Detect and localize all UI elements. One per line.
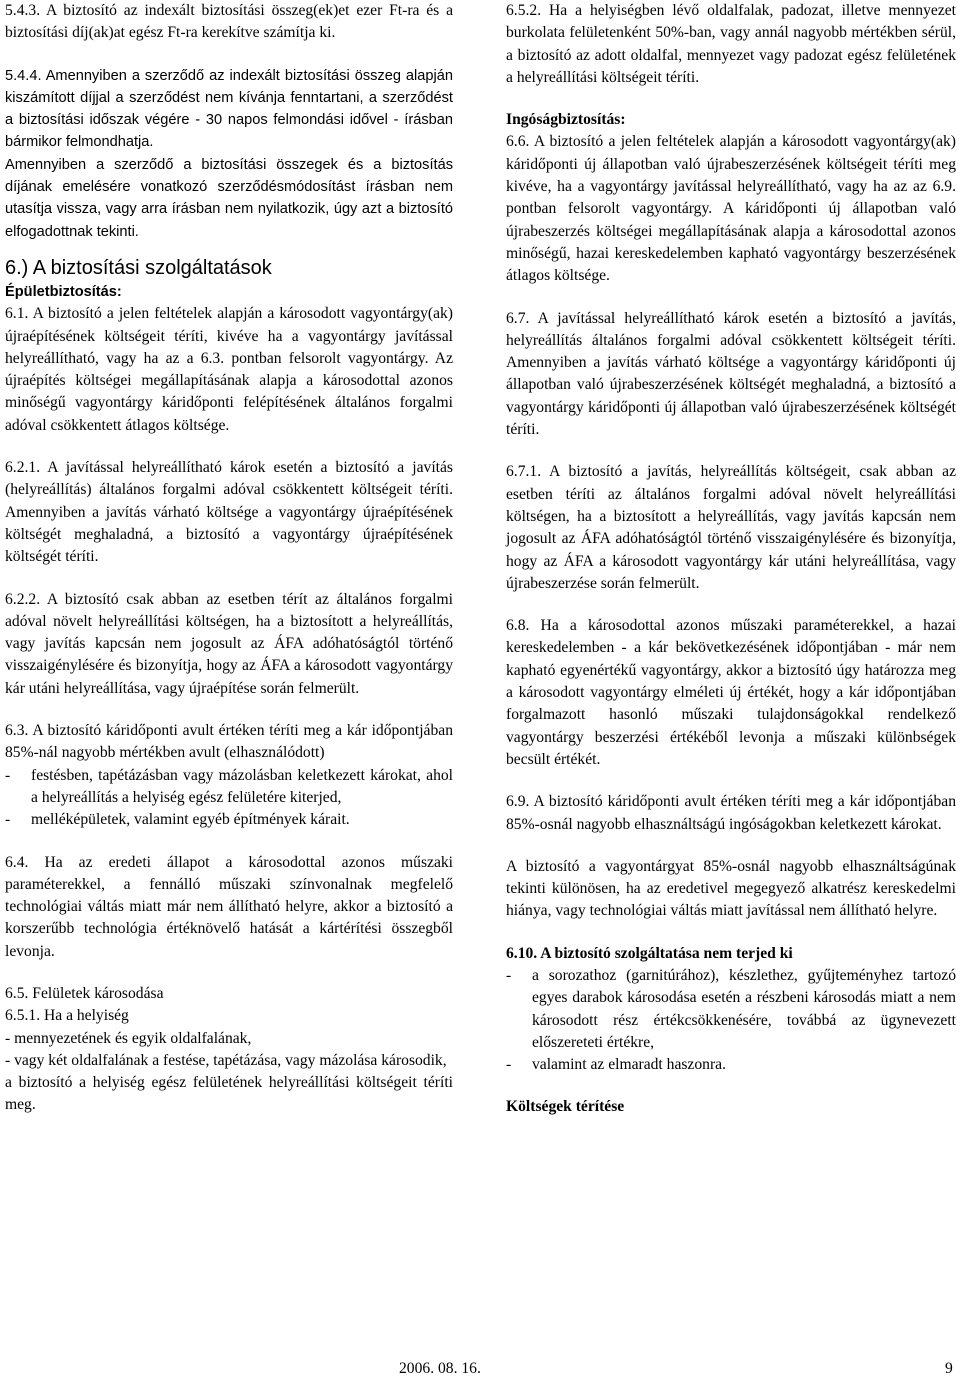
list-item <box>506 1054 956 1076</box>
subheading-koltsegek-teritese: Költségek térítése <box>506 1098 625 1116</box>
paragraph-6-5-1: 6.5.1. Ha a helyiség <box>5 1007 129 1025</box>
list-item-text: festésben, tapétázásban vagy mázolásban keletkezett károkat, ahol a helyreállítás a helyiség egész felületére kiterjed, <box>31 766 453 806</box>
paragraph-6-8: 6.8. Ha a károsodottal azonos műszaki paraméterekkel, a hazai kereskedelemben - a kár bekövetkezésének időpontjában - már nem kapható egyenértékű vagyontárgy, akkor a biztosító úgy határozza meg a károsodott vagyontárgy elméleti új értékét, hogy a kár időpontjában forgalmazott hasonló műszaki tulajdonságokkal rendelkező vagyontárgy beszerzési értékéből levonja a műszaki különbségek becsült értékét. <box>506 617 956 768</box>
list-item-text: valamint az elmaradt haszonra. <box>532 1056 726 1074</box>
subheading-ingosagbiztositas: Ingóságbiztosítás: <box>506 111 626 129</box>
list-item-text: melléképületek, valamint egyéb építmények kárait. <box>31 811 350 829</box>
section-title: 6.) A biztosítási szolgáltatások <box>5 256 272 279</box>
subheading-6-10: 6.10. A biztosító szolgáltatása nem terjed ki <box>506 944 793 962</box>
paragraph-5-4-4-cont: Amennyiben a szerződő a biztosítási összegek és a biztosítás díjának emelésére vonatkozó szerződésmódosítást írásban nem utasítja vissza, vagy arra írásban nem nyilatkozik, úgy azt a biztosító elfogadottnak tekinti. <box>5 156 453 240</box>
paragraph-6-5-1-a: - mennyezetének és egyik oldalfalának, <box>5 1029 252 1047</box>
dash-bullet: - <box>506 1056 512 1074</box>
right-column <box>506 0 956 1119</box>
paragraph-6-5-2: 6.5.2. Ha a helyiségben lévő oldalfalak, padozat, illetve mennyezet burkolata felületenként 50%-ban, vagy annál nagyobb mértékben sérül, a biztosító az adott oldalfal, mennyezet vagy padozat egész felületének a helyreállítási költségeit téríti. <box>506 2 956 86</box>
paragraph-6-7-1: 6.7.1. A biztosító a javítás, helyreállítás költségeit, csak abban az esetben téríti az általános forgalmi adóval növelt helyreállítási költségen, ha a biztosított a helyreállítás, vagy javítás kapcsán nem jogosult az ÁFA adóhatóságtól történő visszaigénylésére és bizonyítja, hogy az ÁFA a károsodott vagyontárgy kár utáni helyreállítása, vagy újrabeszerzése során felmerült. <box>506 463 956 592</box>
paragraph-6-7: 6.7. A javítással helyreállítható károk esetén a biztosító a javítás, helyreállítás általános forgalmi adóval csökkentett költségeit téríti. Amennyiben a javítás várható költsége a vagyontárgy káridőponti új állapotban való újrabeszerzésének költségét meghaladná, a biztosító a vagyontárgy káridőponti új állapotban való újrabeszerzésének költségét téríti. <box>506 309 956 439</box>
dash-bullet: - <box>5 766 11 784</box>
paragraph-6-2-2: 6.2.2. A biztosító csak abban az esetben térít az általános forgalmi adóval növelt helyreállítási költségen, ha a biztosított a helyreállítás, vagy javítás kapcsán nem jogosult az ÁFA adóhatóságtól történő visszaigénylésére és bizonyítja, hogy az ÁFA a károsodott vagyontárgy kár utáni helyreállítása, vagy újraépítése során felmerült. <box>5 590 453 697</box>
paragraph-6-9-b: A biztosító a vagyontárgyat 85%-osnál nagyobb elhasználtságúnak tekinti különösen, ha az eredetivel megegyező alkatrész kereskedelmi hiánya, vagy technológiai váltás miatt javítással nem állítható helyre. <box>506 857 956 920</box>
paragraph-6-9: 6.9. A biztosító káridőponti avult értéken téríti meg a kár időpontjában 85%-osnál nagyobb elhasználtságú ingóságokban keletkezett károkat. <box>506 793 956 833</box>
paragraph-6-4: 6.4. Ha az eredeti állapot a károsodottal azonos műszaki paraméterekkel, a fennálló műszaki színvonalnak megfelelő technológiai váltás miatt már nem állítható helyre, akkor a biztosító a korszerűbb technológia értéknövelő hatását a kártérítési összegből levonja. <box>5 853 453 960</box>
footer-date: 2006. 08. 16. <box>399 1360 481 1377</box>
paragraph-6-1: 6.1. A biztosító a jelen feltételek alapján a károsodott vagyontárgy(ak) újraépítésének költségeit téríti, kivéve ha a vagyontárgy javítással helyreállítható, vagy ha az a 6.3. pontban felsorolt vagyontárgy. Az újraépítés költségei megállapításának alapja a károsodottal azonos minőségű vagyontárgy káridőponti felépítésének általános forgalmi adóval csökkentett átlagos költsége. <box>5 305 453 434</box>
left-column <box>5 0 453 1117</box>
list-item <box>5 765 453 810</box>
dash-bullet: - <box>506 966 512 984</box>
paragraph-6-6: 6.6. A biztosító a jelen feltételek alapján a károsodott vagyontárgy(ak) káridőponti új állapotban való újrabeszerzésének költségeit téríti meg kivéve, ha a vagyontárgy javítással helyreállítható, vagy ha az az 6.9. pontban felsorolt vagyontárgy. A káridőponti új állapotban való újrabeszerzés költségei megállapításának alapja a károsodottal azonos minőségű, hazai kereskedelemben kapható vagyontárgy beszerzésének átlagos költsége. <box>506 133 956 285</box>
list-item <box>5 809 453 831</box>
list-item <box>506 965 956 1054</box>
page-number: 9 <box>945 1360 953 1377</box>
paragraph-6-2-1: 6.2.1. A javítással helyreállítható károk esetén a biztosító a javítás (helyreállítás) általános forgalmi adóval csökkentett költségeit téríti. Amennyiben a javítás várható költsége a vagyontárgy újraépítésének költségét meghaladná, a biztosító a vagyontárgy újraépítésének költségét téríti. <box>5 459 453 566</box>
dash-bullet: - <box>5 811 11 829</box>
subheading-epuletbiztositas: Épületbiztosítás: <box>5 283 122 300</box>
paragraph-5-4-3: 5.4.3. A biztosító az indexált biztosítási összeg(ek)et ezer Ft-ra és a biztosítási díj(ak)at egész Ft-ra kerekítve számítja ki. <box>5 2 453 42</box>
paragraph-6-5-1-c: a biztosító a helyiség egész felületének helyreállítási költségeit téríti meg. <box>5 1074 453 1114</box>
paragraph-6-3: 6.3. A biztosító káridőponti avult értéken téríti meg a kár időpontjában 85%-nál nagyobb mértékben avult (elhasználódott) <box>5 722 453 762</box>
list-item-text: a sorozathoz (garnitúrához), készlethez, gyűjteményhez tartozó egyes darabok károsodása esetén a részbeni károsodás miatt a nem károsodott rész értékcsökkenésére, továbbá az ügynevezett előszereteti értékre, <box>532 966 956 1051</box>
paragraph-5-4-4: 5.4.4. Amennyiben a szerződő az indexált biztosítási összeg alapján kiszámított díjjal a szerződést nem kívánja fenntartani, a szerződést a biztosítási időszak végére - 30 napos felmondási idővel - írásban bármikor felmondhatja. <box>5 67 453 151</box>
paragraph-6-5: 6.5. Felületek károsodása <box>5 984 164 1002</box>
paragraph-6-5-1-b: - vagy két oldalfalának a festése, tapétázása, vagy mázolása károsodik, <box>5 1051 447 1069</box>
